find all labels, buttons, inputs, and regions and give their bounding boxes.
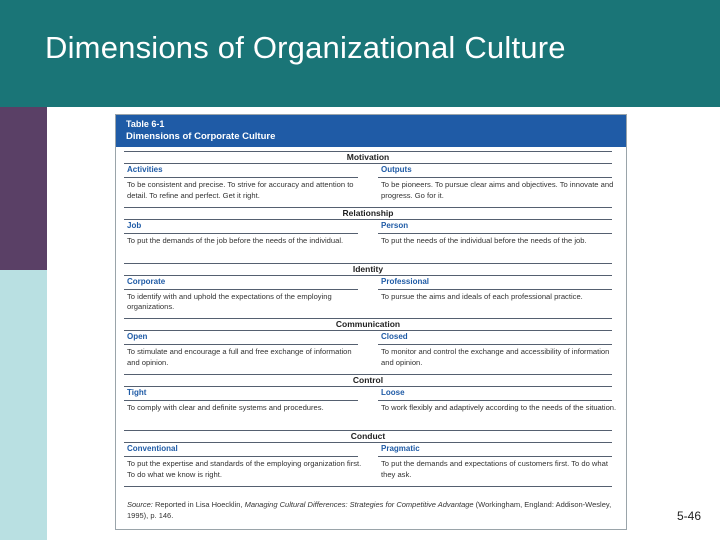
- slide-title: Dimensions of Organizational Culture: [45, 30, 566, 65]
- source-book: Managing Cultural Differences: Strategies for Competitive Advantage: [244, 500, 474, 509]
- source-prefix: Source:: [127, 500, 153, 509]
- dimension-section: [124, 151, 612, 207]
- dimension-name: Relationship: [342, 207, 394, 218]
- source-text: Reported in Lisa Hoecklin,: [152, 500, 245, 509]
- right-pole-label: Closed: [381, 332, 408, 342]
- right-pole-label: Pragmatic: [381, 444, 420, 453]
- right-pole-label: Person: [381, 220, 409, 230]
- label-underline: [124, 344, 358, 345]
- label-underline: [378, 233, 612, 234]
- label-underline: [378, 344, 612, 345]
- label-underline: [378, 177, 612, 178]
- left-pole-label: Tight: [127, 388, 147, 398]
- label-underline: [378, 400, 612, 401]
- divider: [124, 386, 612, 387]
- dimension-section: [124, 318, 612, 374]
- left-pole-description: To stimulate and encourage a full and free exchange of information and opinion.: [127, 347, 352, 367]
- left-pole-label: Open: [127, 332, 148, 342]
- side-accent-teal: [0, 270, 47, 540]
- label-underline: [124, 400, 358, 401]
- right-pole-description: To pursue the aims and ideals of each professional practice.: [381, 291, 583, 301]
- table-banner: [116, 115, 626, 147]
- divider: [124, 330, 612, 331]
- slide-number: 5-46: [677, 509, 702, 523]
- left-pole-label: Conventional: [127, 444, 178, 453]
- label-underline: [378, 456, 612, 457]
- left-pole-description: To comply with clear and definite systems and procedures.: [127, 403, 324, 413]
- dimension-section: [124, 374, 617, 430]
- label-underline: [124, 233, 358, 234]
- dimension-section: [124, 207, 612, 263]
- right-pole-description: To work flexibly and adaptively according to the needs of the situation.: [381, 403, 617, 413]
- label-underline: [124, 289, 358, 290]
- divider: [124, 486, 612, 487]
- table-title: Dimensions of Corporate Culture: [126, 131, 276, 142]
- dimension-name: Conduct: [350, 431, 386, 441]
- right-pole-description: To put the demands and expectations of customers first. To do what they ask.: [381, 459, 608, 479]
- dimension-name: Control: [352, 375, 384, 386]
- left-pole-description: To identify with and uphold the expectations of the employing organizations.: [127, 291, 332, 312]
- left-pole-label: Job: [127, 220, 142, 230]
- source-suffix: (Workingham, England: Addison-Wesley, 1995), p. 146.: [127, 500, 612, 520]
- dimension-section: [124, 430, 612, 486]
- dimension-name: Identity: [352, 263, 384, 274]
- divider: [124, 442, 612, 443]
- left-pole-label: Corporate: [127, 276, 166, 286]
- label-underline: [124, 177, 358, 178]
- dimension-name: Communication: [335, 319, 401, 330]
- right-pole-label: Outputs: [381, 165, 412, 174]
- divider: [124, 275, 612, 276]
- side-accent-purple: [0, 107, 47, 270]
- slide-header: [0, 0, 720, 107]
- dimension-section: [124, 263, 612, 319]
- left-pole-description: To put the expertise and standards of the employing organization first. To do what we know is right.: [127, 459, 362, 479]
- right-pole-description: To put the needs of the individual before the needs of the job.: [381, 235, 587, 245]
- culture-table: [115, 114, 627, 530]
- table-source: [127, 499, 621, 521]
- left-pole-description: To put the demands of the job before the needs of the individual.: [127, 235, 344, 245]
- label-underline: [124, 456, 358, 457]
- right-pole-description: To monitor and control the exchange and accessibility of information and opinion.: [381, 347, 610, 367]
- divider: [124, 219, 612, 220]
- left-pole-label: Activities: [127, 165, 163, 174]
- dimension-name: Motivation: [346, 152, 390, 162]
- label-underline: [378, 289, 612, 290]
- table-number: Table 6-1: [126, 119, 165, 129]
- divider: [124, 163, 612, 164]
- left-pole-description: To be consistent and precise. To strive for accuracy and attention to detail. To refine and perfect. Get it right.: [127, 180, 354, 200]
- right-pole-description: To be pioneers. To pursue clear aims and objectives. To innovate and progress. Go for it.: [381, 180, 614, 200]
- right-pole-label: Loose: [381, 388, 405, 398]
- right-pole-label: Professional: [381, 276, 430, 286]
